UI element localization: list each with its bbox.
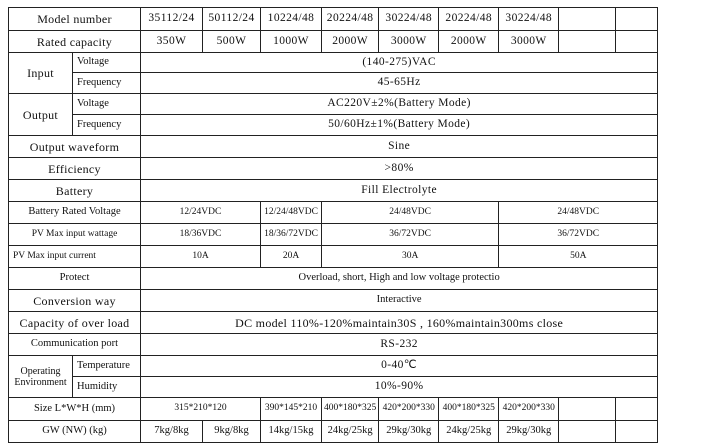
weight-row <box>9 421 658 443</box>
conversion-label: Conversion way <box>9 290 141 312</box>
battery-label: Battery <box>9 180 141 202</box>
capacity-cell: 3000W <box>499 31 559 53</box>
size-row <box>9 398 658 421</box>
input-voltage-value: (140-275)VAC <box>141 53 658 73</box>
empty-cell <box>559 31 616 53</box>
pv-voltage-cell: 18/36VDC <box>141 224 261 246</box>
model-row <box>9 8 658 31</box>
input-voltage-label: Voltage <box>73 53 141 73</box>
battery-value: Fill Electrolyte <box>141 180 658 202</box>
pv-current-cell: 10A <box>141 246 261 268</box>
model-cell: 10224/48 <box>261 8 322 31</box>
model-cell: 50112/24 <box>203 8 261 31</box>
weight-cell: 24kg/25kg <box>322 421 379 443</box>
model-cell: 20224/48 <box>439 8 499 31</box>
size-cell: 400*180*325 <box>439 398 499 421</box>
weight-cell: 7kg/8kg <box>141 421 203 443</box>
pv-current-row <box>9 246 658 268</box>
weight-label: GW (NW) (kg) <box>9 421 141 443</box>
protect-row <box>9 268 658 290</box>
empty-cell <box>559 421 616 443</box>
input-frequency-value: 45-65Hz <box>141 73 658 94</box>
weight-cell: 14kg/15kg <box>261 421 322 443</box>
output-voltage-row <box>9 94 658 115</box>
empty-cell <box>616 421 658 443</box>
battery-voltage-cell: 24/48VDC <box>322 202 499 224</box>
waveform-row <box>9 136 658 158</box>
waveform-value: Sine <box>141 136 658 158</box>
env-temperature-row <box>9 356 658 377</box>
env-humidity-label: Humidity <box>73 377 141 398</box>
efficiency-label: Efficiency <box>9 158 141 180</box>
weight-cell: 29kg/30kg <box>499 421 559 443</box>
input-frequency-label: Frequency <box>73 73 141 94</box>
battery-voltage-label: Battery Rated Voltage <box>9 202 141 224</box>
size-cell: 390*145*210 <box>261 398 322 421</box>
input-frequency-row <box>9 73 658 94</box>
model-cell: 30224/48 <box>499 8 559 31</box>
env-humidity-value: 10%-90% <box>141 377 658 398</box>
capacity-cell: 3000W <box>379 31 439 53</box>
output-frequency-value: 50/60Hz±1%(Battery Mode) <box>141 115 658 136</box>
spec-table <box>8 7 658 443</box>
pv-current-label: PV Max input current <box>9 246 141 268</box>
capacity-row <box>9 31 658 53</box>
capacity-cell: 1000W <box>261 31 322 53</box>
efficiency-value: >80% <box>141 158 658 180</box>
overload-value: DC model 110%-120%maintain30S , 160%maintain300ms close <box>141 312 658 334</box>
empty-cell <box>616 31 658 53</box>
size-cell: 420*200*330 <box>379 398 439 421</box>
weight-cell: 29kg/30kg <box>379 421 439 443</box>
env-label: Operating Environment <box>9 356 73 398</box>
model-cell: 35112/24 <box>141 8 203 31</box>
output-frequency-row <box>9 115 658 136</box>
size-label: Size L*W*H (mm) <box>9 398 141 421</box>
input-label: Input <box>9 53 73 94</box>
pv-voltage-row <box>9 224 658 246</box>
weight-cell: 9kg/8kg <box>203 421 261 443</box>
model-cell: 30224/48 <box>379 8 439 31</box>
model-label: Model number <box>9 8 141 31</box>
capacity-cell: 500W <box>203 31 261 53</box>
pv-current-cell: 50A <box>499 246 658 268</box>
battery-voltage-row <box>9 202 658 224</box>
battery-voltage-cell: 12/24VDC <box>141 202 261 224</box>
weight-cell: 24kg/25kg <box>439 421 499 443</box>
capacity-cell: 2000W <box>322 31 379 53</box>
pv-voltage-cell: 36/72VDC <box>499 224 658 246</box>
output-voltage-label: Voltage <box>73 94 141 115</box>
waveform-label: Output waveform <box>9 136 141 158</box>
empty-cell <box>616 398 658 421</box>
output-label: Output <box>9 94 73 136</box>
overload-row <box>9 312 658 334</box>
output-frequency-label: Frequency <box>73 115 141 136</box>
battery-row <box>9 180 658 202</box>
pv-voltage-cell: 18/36/72VDC <box>261 224 322 246</box>
model-cell: 20224/48 <box>322 8 379 31</box>
empty-cell <box>616 8 658 31</box>
comm-label: Communication port <box>9 334 141 356</box>
pv-current-cell: 30A <box>322 246 499 268</box>
input-voltage-row <box>9 53 658 73</box>
capacity-cell: 350W <box>141 31 203 53</box>
protect-value: Overload, short, High and low voltage protectio <box>141 268 658 290</box>
size-cell: 400*180*325 <box>322 398 379 421</box>
conversion-row <box>9 290 658 312</box>
capacity-label: Rated capacity <box>9 31 141 53</box>
capacity-cell: 2000W <box>439 31 499 53</box>
overload-label: Capacity of over load <box>9 312 141 334</box>
empty-cell <box>559 398 616 421</box>
pv-voltage-label: PV Max input wattage <box>9 224 141 246</box>
comm-value: RS-232 <box>141 334 658 356</box>
output-voltage-value: AC220V±2%(Battery Mode) <box>141 94 658 115</box>
protect-label: Protect <box>9 268 141 290</box>
pv-current-cell: 20A <box>261 246 322 268</box>
comm-row <box>9 334 658 356</box>
env-temperature-label: Temperature <box>73 356 141 377</box>
battery-voltage-cell: 24/48VDC <box>499 202 658 224</box>
pv-voltage-cell: 36/72VDC <box>322 224 499 246</box>
env-temperature-value: 0-40℃ <box>141 356 658 377</box>
efficiency-row <box>9 158 658 180</box>
empty-cell <box>559 8 616 31</box>
size-cell: 315*210*120 <box>141 398 261 421</box>
conversion-value: Interactive <box>141 290 658 312</box>
env-humidity-row <box>9 377 658 398</box>
size-cell: 420*200*330 <box>499 398 559 421</box>
battery-voltage-cell: 12/24/48VDC <box>261 202 322 224</box>
